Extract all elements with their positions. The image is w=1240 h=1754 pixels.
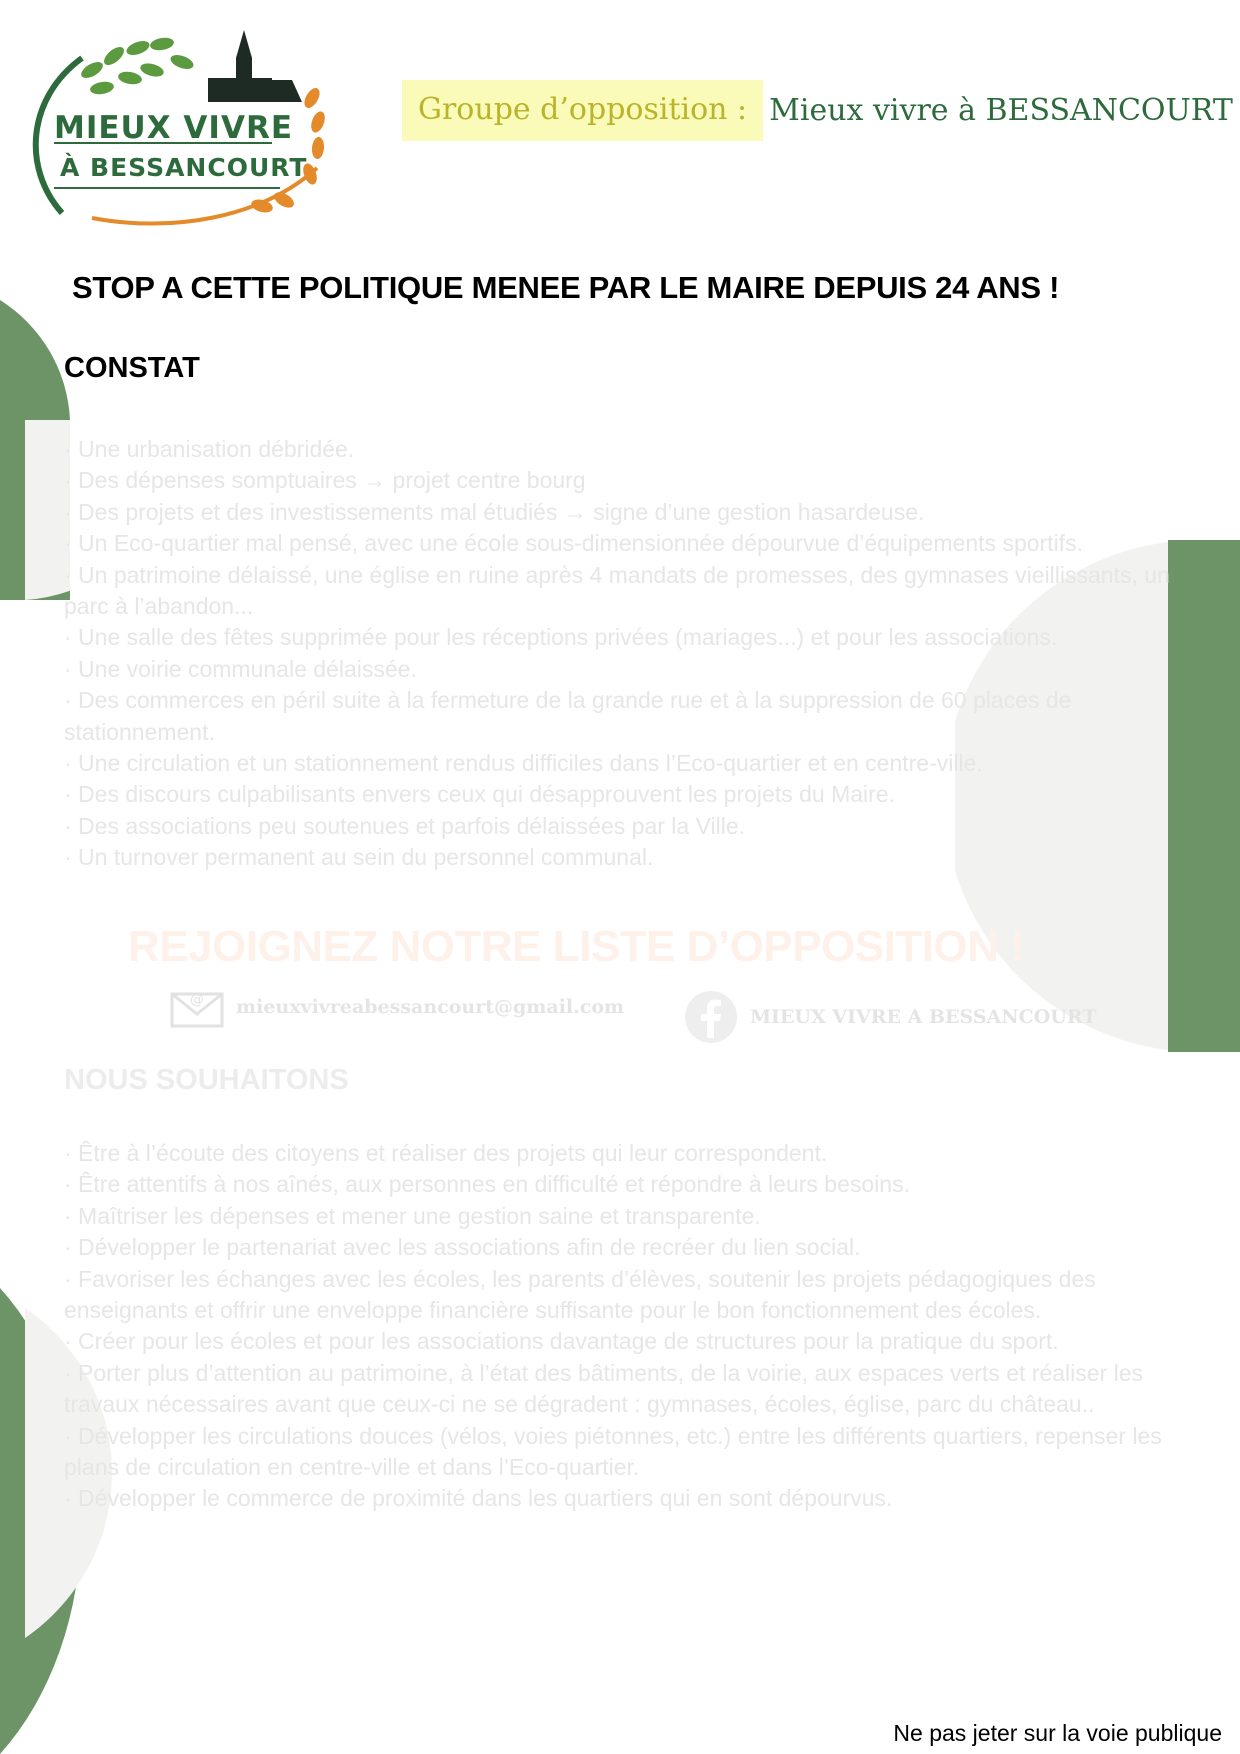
constat-list: [64, 434, 1174, 874]
contact-email[interactable]: [170, 986, 624, 1028]
footer-note: Ne pas jeter sur la voie publique: [893, 1720, 1222, 1746]
email-address[interactable]: mieuxvivreabessancourt@gmail.com: [236, 996, 625, 1018]
headline: STOP A CETTE POLITIQUE MENEE PAR LE MAIRE DEPUIS 24 ANS !: [72, 270, 1060, 305]
list-item: · Des commerces en péril suite à la fermeture de la grande rue et à la suppression de 60 places de stationnement.: [64, 687, 1072, 745]
list-item: · Un turnover permanent au sein du personnel communal.: [64, 844, 654, 871]
logo-text-line2: À BESSANCOURT: [60, 153, 308, 182]
list-item: · Des discours culpabilisants envers ceux qui désapprouvent les projets du Maire.: [64, 781, 895, 808]
list-item: · Des projets et des investissements mal étudiés → signe d’une gestion hasardeuse.: [64, 498, 925, 525]
email-icon: [170, 986, 224, 1028]
list-item: · Favoriser les échanges avec les écoles, les parents d’élèves, soutenir les projets pédagogiques des enseignants et offrir une enveloppe financière suffisante pour le bon fonctionnement des écoles.: [64, 1265, 1096, 1324]
list-item: · Créer pour les écoles et pour les associations davantage de structures pour la pratique du sport.: [64, 1328, 1059, 1355]
list-item: · Des dépenses somptuaires → projet centre bourg: [64, 467, 586, 494]
list-item: · Porter plus d’attention au patrimoine, à l’état des bâtiments, de la voirie, aux espaces verts et réaliser les travaux nécessaires avant que ceux-ci ne se dégradent : gymnases, écoles, église, parc du château..: [64, 1359, 1143, 1418]
call-to-action: REJOIGNEZ NOTRE LISTE D’OPPOSITION !: [128, 922, 1025, 971]
list-item: · Développer les circulations douces (vélos, voies piétonnes, etc.) entre les différents quartiers, repenser les plans de circulation en centre-ville et dans l’Eco-quartier.: [64, 1422, 1162, 1481]
list-item: · Une urbanisation débridée.: [64, 436, 355, 462]
group-heading: [402, 78, 1233, 142]
group-label: Groupe d’opposition :: [402, 80, 763, 141]
facebook-page-name[interactable]: MIEUX VIVRE A BESSANCOURT: [750, 1006, 1097, 1028]
list-item: · Être à l’écoute des citoyens et réaliser des projets qui leur correspondent.: [64, 1140, 828, 1166]
list-item: · Maîtriser les dépenses et mener une gestion saine et transparente.: [64, 1202, 761, 1229]
list-item: · Des associations peu soutenues et parfois délaissées par la Ville.: [64, 812, 746, 839]
list-item: · Une circulation et un stationnement rendus difficiles dans l’Eco-quartier et en centre-ville.: [64, 750, 983, 777]
group-name: Mieux vivre à BESSANCOURT: [769, 92, 1233, 128]
list-item: · Un patrimoine délaissé, une église en ruine après 4 mandats de promesses, des gymnases vieillissants, un parc à l’abandon...: [64, 561, 1170, 620]
list-item: · Être attentifs à nos aînés, aux personnes en difficulté et répondre à leurs besoins.: [64, 1171, 910, 1198]
list-item: · Un Eco-quartier mal pensé, avec une école sous-dimensionnée dépourvue d’équipements sportifs.: [64, 530, 1083, 557]
souhaits-title: NOUS SOUHAITONS: [64, 1064, 349, 1096]
logo-text-line1: MIEUX VIVRE: [54, 110, 293, 146]
souhaits-list: [64, 1138, 1174, 1515]
svg-text:@: @: [190, 992, 204, 1008]
decorative-half-circle-top-left: [0, 300, 70, 600]
contact-facebook[interactable]: [684, 990, 1096, 1044]
list-item: · Une salle des fêtes supprimée pour les réceptions privées (mariages...) et pour les associations.: [64, 624, 1058, 651]
logo: [22, 18, 352, 233]
list-item: · Développer le partenariat avec les associations afin de recréer du lien social.: [64, 1234, 861, 1261]
list-item: · Une voirie communale délaissée.: [64, 655, 417, 682]
facebook-icon: [684, 990, 738, 1044]
list-item: · Développer le commerce de proximité dans les quartiers qui en sont dépourvus.: [64, 1485, 893, 1512]
constat-title: CONSTAT: [64, 352, 200, 384]
